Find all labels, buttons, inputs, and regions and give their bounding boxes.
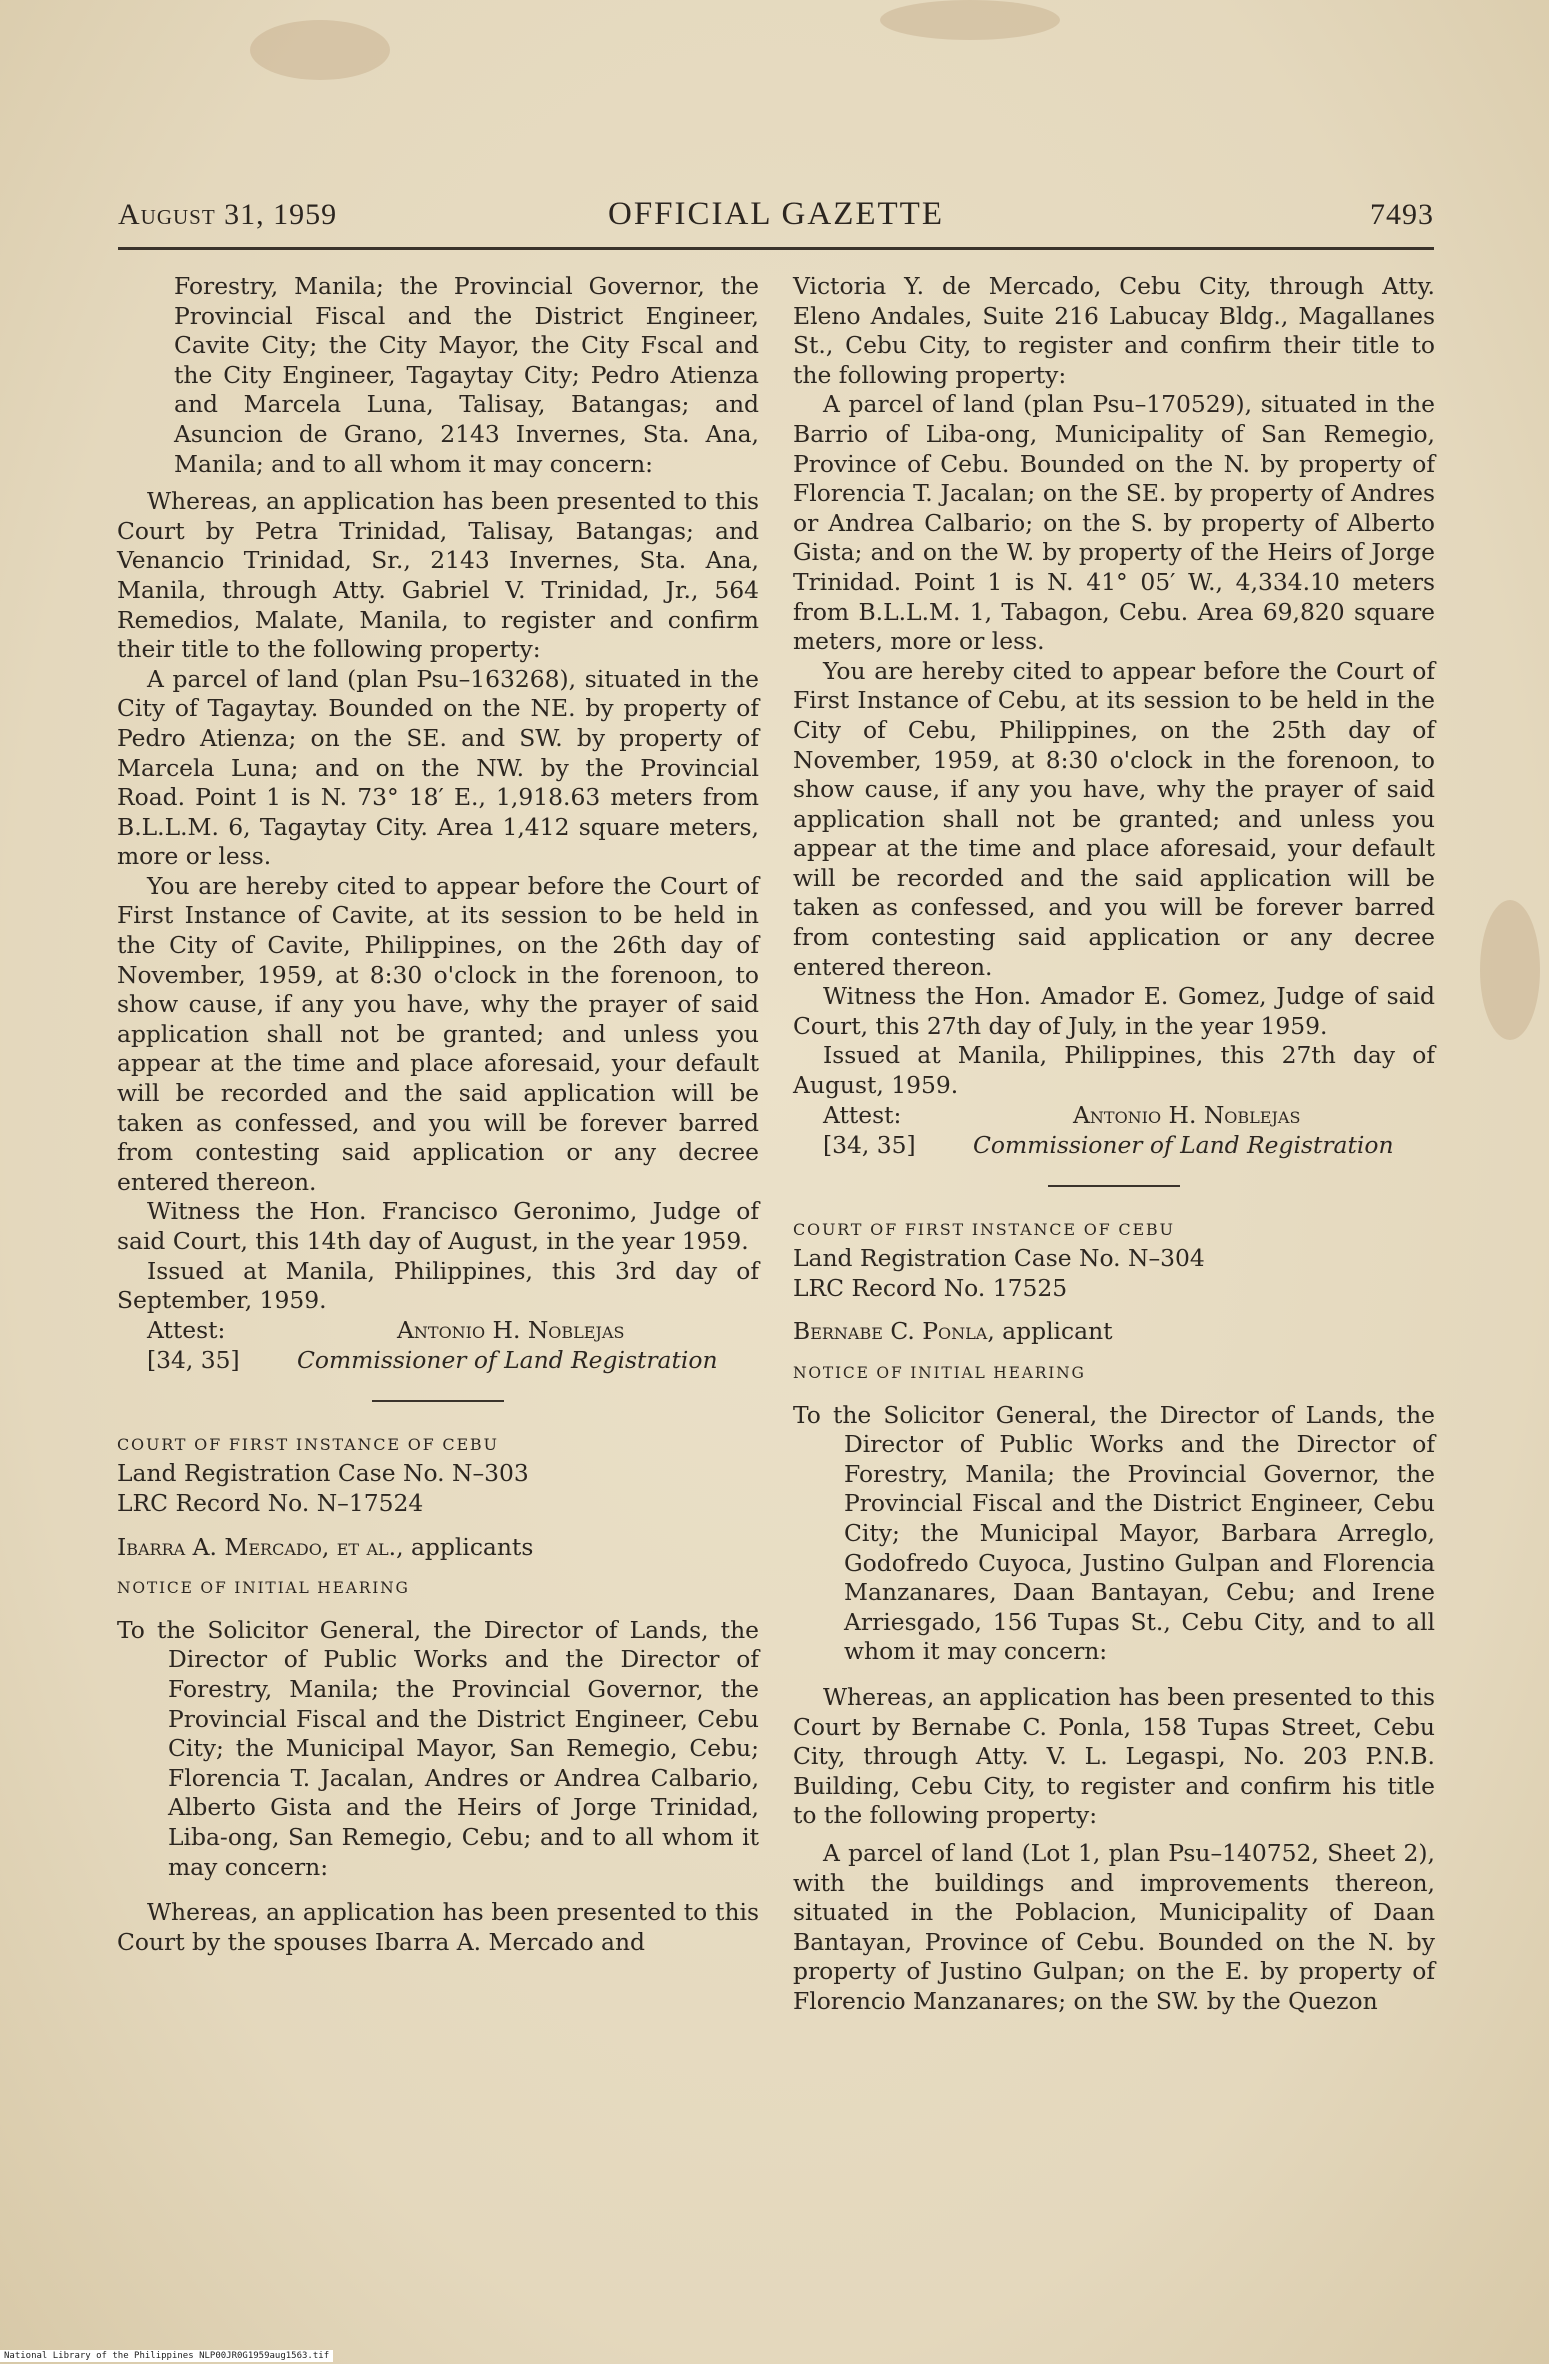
- paper-stain: [880, 0, 1060, 40]
- addressees: To the Solicitor General, the Director of Lands, the Director of Public Works and the Director of Forestry, Manila; the Provincial Governor, the Provincial Fiscal and the District Engineer, Cebu City; the Municipal Mayor, San Remegio, Cebu; Florencia T. Jacalan, Andres or Andrea Calbario, Alberto Gista and the Heirs of Jorge Trinidad, Liba-ong, San Remegio, Cebu; and to all whom it may concern:: [117, 1615, 759, 1881]
- commissioner-title: Commissioner of Land Registration: [297, 1345, 718, 1374]
- citation-paragraph: You are hereby cited to appear before the Court of First Instance of Cavite, at its session to be held in the City of Cavite, Philippines, on the 26th day of November, 1959, at 8:30 o'clock in the forenoon, to show cause, if any you have, why the prayer of said application shall not be granted; and unless you appear at the time and place aforesaid, your default will be recorded and the said application will be taken as confessed, and you will be forever barred from contesting said application or any decree entered thereon.: [117, 871, 759, 1196]
- commissioner-title: Commissioner of Land Registration: [973, 1130, 1394, 1159]
- applicant-suffix: , applicant: [987, 1317, 1113, 1346]
- header-rule: [118, 247, 1434, 250]
- applicant-line: [117, 1533, 759, 1563]
- attest-name: Antonio H. Noblejas: [1073, 1100, 1301, 1129]
- section-divider: [372, 1400, 504, 1402]
- notice-heading: NOTICE OF INITIAL HEARING: [793, 1364, 1086, 1382]
- case-number: Land Registration Case No. N–303: [117, 1459, 529, 1488]
- whereas-paragraph: Whereas, an application has been presented to this Court by the spouses Ibarra A. Mercado and: [117, 1898, 759, 1956]
- reference-number: [34, 35]: [147, 1345, 240, 1374]
- paper-stain: [250, 20, 390, 80]
- page-header: [118, 192, 1434, 240]
- commissioner-line: [793, 1131, 1435, 1161]
- section-divider: [1048, 1185, 1180, 1187]
- left-column: [117, 272, 759, 1957]
- paper-stain: [1480, 900, 1540, 1040]
- issued-paragraph: Issued at Manila, Philippines, this 27th day of August, 1959.: [793, 1041, 1435, 1100]
- publication-title: OFFICIAL GAZETTE: [608, 196, 944, 232]
- citation-paragraph: You are hereby cited to appear before the Court of First Instance of Cebu, at its session to be held in the City of Cebu, Philippines, on the 25th day of November, 1959, at 8:30 o'clock in the forenoon, to show cause, if any you have, why the prayer of said application shall not be granted; and unless you appear at the time and place aforesaid, your default will be recorded and the said application will be taken as confessed, and you will be forever barred from contesting said application or any decree entered thereon.: [793, 656, 1435, 981]
- lrc-record: LRC Record No. N–17524: [117, 1488, 424, 1517]
- lrc-record: LRC Record No. 17525: [793, 1273, 1068, 1302]
- applicant-name: Ibarra A. Mercado, et al.: [117, 1532, 397, 1561]
- addressees-continued: Forestry, Manila; the Provincial Governor, the Provincial Fiscal and the District Engineer, Cavite City; the City Mayor, the City Fscal and the City Engineer, Tagaytay City; Pedro Atienza and Marcela Luna, Talisay, Batangas; and Asuncion de Grano, 2143 Invernes, Sta. Ana, Manila; and to all whom it may concern:: [174, 272, 759, 478]
- addressees: To the Solicitor General, the Director of Lands, the Director of Public Works and the Director of Forestry, Manila; the Provincial Governor, the Provincial Fiscal and the District Engineer, Cebu City; the Municipal Mayor, Barbara Arreglo, Godofredo Cuyoca, Justino Gulpan and Florencia Manzanares, Daan Bantayan, Cebu; and Irene Arriesgado, 156 Tupas St., Cebu City, and to all whom it may concern:: [793, 1400, 1435, 1666]
- applicant-name: Bernabe C. Ponla: [793, 1317, 988, 1346]
- attest-label: Attest:: [147, 1315, 226, 1344]
- parcel-description: A parcel of land (Lot 1, plan Psu–140752, Sheet 2), with the buildings and improvements thereon, situated in the Poblacion, Municipality of Daan Bantayan, Province of Cebu. Bounded on the N. by property of Justino Gulpan; on the E. by property of Florencio Manzanares; on the SW. by the Quezon: [793, 1838, 1435, 2015]
- whereas-paragraph: Whereas, an application has been presented to this Court by Petra Trinidad, Talisay, Batangas; and Venancio Trinidad, Sr., 2143 Invernes, Sta. Ana, Manila, through Atty. Gabriel V. Trinidad, Jr., 564 Remedios, Malate, Manila, to register and confirm their title to the following property:: [117, 487, 759, 664]
- attest-label: Attest:: [823, 1100, 902, 1129]
- case-number: Land Registration Case No. N–304: [793, 1244, 1205, 1273]
- reference-number: [34, 35]: [823, 1130, 916, 1159]
- scan-footer: National Library of the Philippines NLP00JR0G1959aug1563.tif: [0, 2350, 333, 2362]
- whereas-paragraph: Whereas, an application has been presented to this Court by Bernabe C. Ponla, 158 Tupas Street, Cebu City, through Atty. V. L. Legaspi, No. 203 P.N.B. Building, Cebu City, to register and confirm his title to the following property:: [793, 1682, 1435, 1830]
- witness-paragraph: Witness the Hon. Amador E. Gomez, Judge of said Court, this 27th day of July, in the year 1959.: [793, 982, 1435, 1040]
- right-column: [793, 272, 1435, 2016]
- page-number: 7493: [1370, 198, 1434, 231]
- applicant-suffix: , applicants: [396, 1532, 534, 1561]
- commissioner-line: [117, 1346, 759, 1376]
- whereas-continued: Victoria Y. de Mercado, Cebu City, through Atty. Eleno Andales, Suite 216 Labucay Bldg., Magallanes St., Cebu City, to register and confirm their title to the following property:: [793, 272, 1435, 389]
- attest-name: Antonio H. Noblejas: [397, 1315, 625, 1344]
- issue-date: August 31, 1959: [118, 198, 338, 231]
- issued-paragraph: Issued at Manila, Philippines, this 3rd day of September, 1959.: [117, 1256, 759, 1315]
- applicant-line: [793, 1317, 1435, 1347]
- witness-paragraph: Witness the Hon. Francisco Geronimo, Judge of said Court, this 14th day of August, in the year 1959.: [117, 1197, 759, 1255]
- attest-line: [793, 1101, 1435, 1131]
- notice-heading: NOTICE OF INITIAL HEARING: [117, 1579, 410, 1598]
- parcel-description: A parcel of land (plan Psu–163268), situated in the City of Tagaytay. Bounded on the NE. by property of Pedro Atienza; on the SE. and SW. by property of Marcela Luna; and on the NW. by the Provincial Road. Point 1 is N. 73° 18′ E., 1,918.63 meters from B.L.L.M. 6, Tagaytay City. Area 1,412 square meters, more or less.: [117, 664, 759, 871]
- attest-line: [117, 1316, 759, 1346]
- court-heading: COURT OF FIRST INSTANCE OF CEBU: [117, 1434, 499, 1454]
- court-heading: COURT OF FIRST INSTANCE OF CEBU: [793, 1219, 1175, 1239]
- parcel-description: A parcel of land (plan Psu–170529), situated in the Barrio of Liba-ong, Municipality of San Remegio, Province of Cebu. Bounded on the N. by property of Florencia T. Jacalan; on the SE. by property of Andres or Andrea Calbario; on the S. by property of Alberto Gista; and on the W. by property of the Heirs of Jorge Trinidad. Point 1 is N. 41° 05′ W., 4,334.10 meters from B.L.L.M. 1, Tabagon, Cebu. Area 69,820 square meters, more or less.: [793, 390, 1435, 656]
